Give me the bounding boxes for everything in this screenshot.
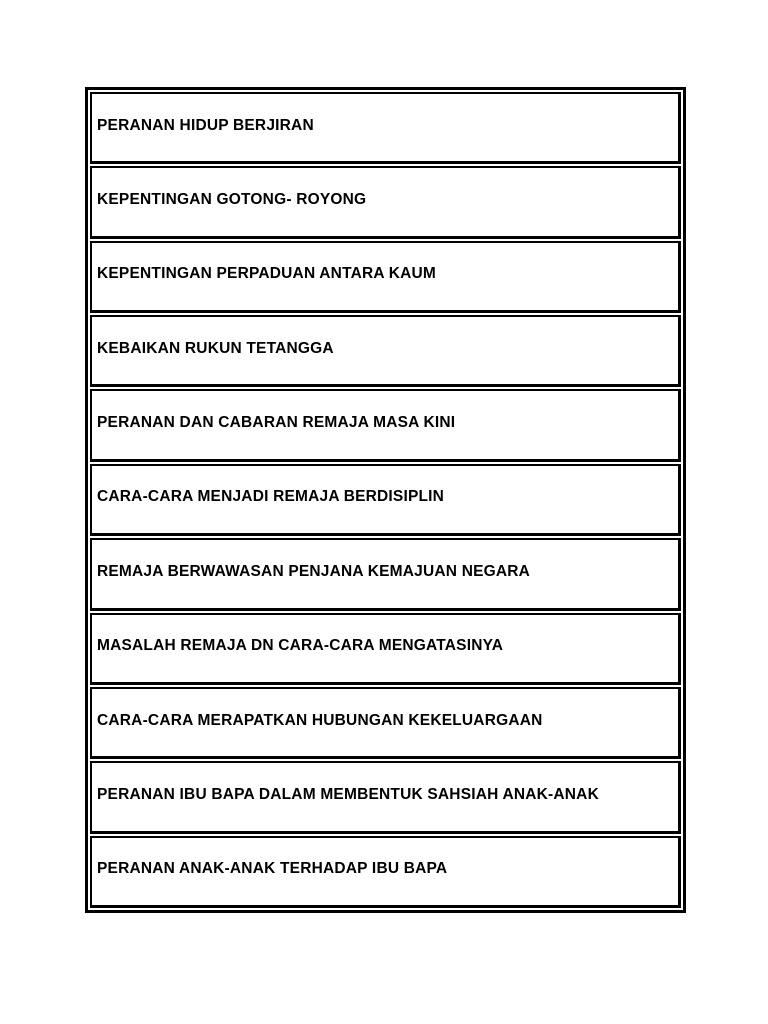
topic-label: PERANAN IBU BAPA DALAM MEMBENTUK SAHSIAH ANAK-ANAK (97, 785, 599, 803)
topic-label: CARA-CARA MERAPATKAN HUBUNGAN KEKELUARGAAN (97, 711, 543, 729)
topic-row (90, 687, 681, 759)
topic-row (90, 389, 681, 461)
topic-label: CARA-CARA MENJADI REMAJA BERDISIPLIN (97, 488, 445, 506)
topic-row (90, 166, 681, 238)
topic-row (90, 836, 681, 908)
topic-label: PERANAN ANAK-ANAK TERHADAP IBU BAPA (97, 860, 448, 878)
topic-row (90, 613, 681, 685)
topic-row (90, 92, 681, 164)
topic-table (85, 87, 686, 913)
topic-row (90, 761, 681, 833)
topic-label: PERANAN HIDUP BERJIRAN (97, 116, 314, 134)
topic-label: REMAJA BERWAWASAN PENJANA KEMAJUAN NEGARA (97, 562, 531, 580)
topic-row (90, 538, 681, 610)
topic-list (90, 92, 681, 908)
topic-label: KEBAIKAN RUKUN TETANGGA (97, 339, 334, 357)
topic-label: PERANAN DAN CABARAN REMAJA MASA KINI (97, 414, 456, 432)
topic-label: KEPENTINGAN PERPADUAN ANTARA KAUM (97, 265, 436, 283)
topic-row (90, 464, 681, 536)
topic-label: MASALAH REMAJA DN CARA-CARA MENGATASINYA (97, 637, 504, 655)
topic-row (90, 241, 681, 313)
topic-row (90, 315, 681, 387)
topic-label: KEPENTINGAN GOTONG- ROYONG (97, 191, 367, 209)
